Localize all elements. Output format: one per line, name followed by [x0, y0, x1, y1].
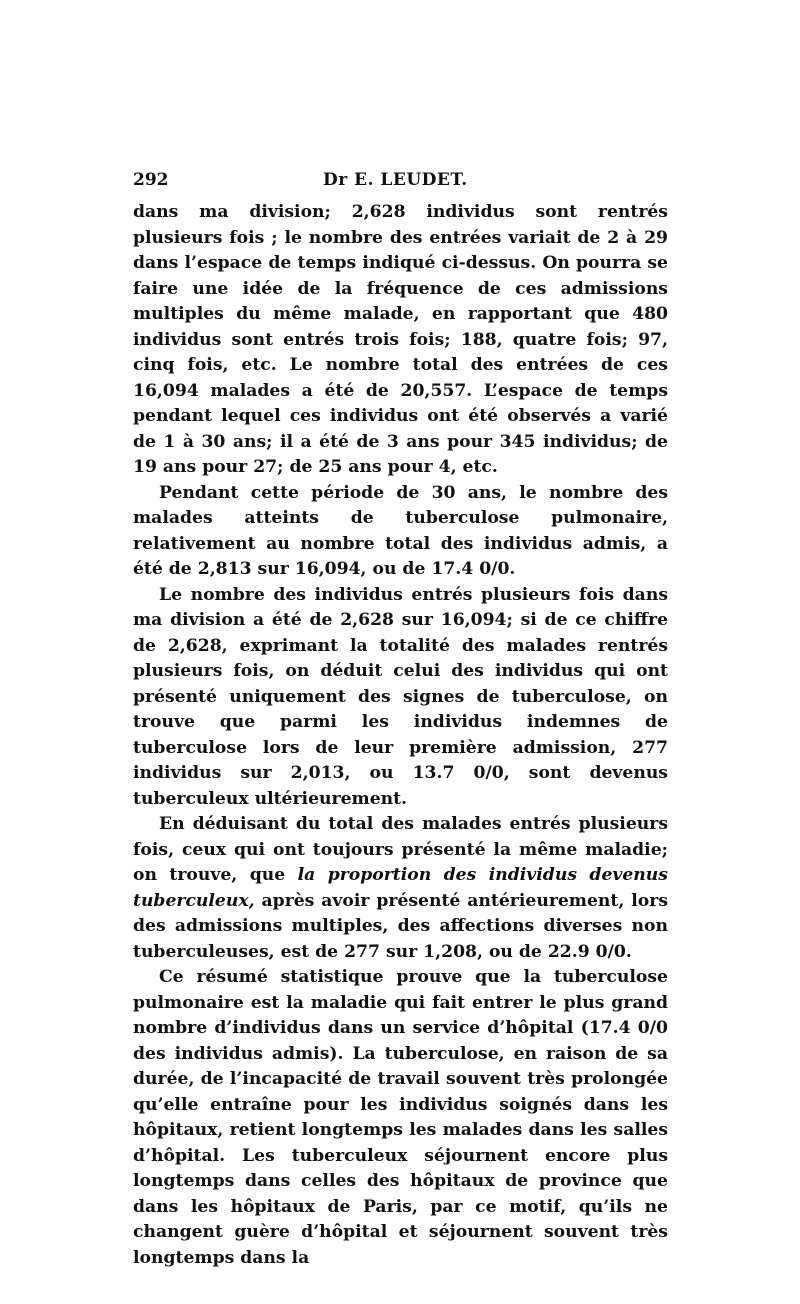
paragraph-text: après avoir présenté antérieurement, lors des admissions multiples, des affections diverses non tuberculeuses, est de 277 sur 1,208, ou de 22.9 0/0.: [133, 890, 668, 962]
emphasized-text: la proportion des individus devenus tuberculeux,: [133, 865, 668, 911]
paragraph: Le nombre des individus entrés plusieurs fois dans ma division a été de 2,628 sur 16,094; si de ce chiffre de 2,628, exprimant la totalité des malades rentrés plusieurs fois, on déduit celui des individus qui ont présenté uniquement des signes de tuberculose, on trouve que parmi les individus indemnes de tuberculose lors de leur première admission, 277 individus sur 2,013, ou 13.7 0/0, sont devenus tuberculeux ultérieurement.: [133, 584, 668, 809]
body-text: [133, 200, 668, 1271]
paragraph-continuation: dans ma division; 2,628 individus sont rentrés plusieurs fois ; le nombre des entrées variait de 2 à 29 dans l’espace de temps indiqué ci-dessus. On pourra se faire une idée de la fréquence de ces admissions multiples du même malade, en rapportant que 480 individus sont entrés trois fois; 188, quatre fois; 97, cinq fois, etc. Le nombre total des entrées de ces 16,094 malades a été de 20,557. L’espace de temps pendant lequel ces individus ont été observés a varié de 1 à 30 ans; il a été de 3 ans pour 345 individus; de 19 ans pour 27; de 25 ans pour 4, etc.: [133, 202, 668, 477]
book-page: [133, 170, 668, 1271]
page-number: 292: [133, 170, 169, 190]
running-head: [133, 170, 668, 200]
paragraph-with-emphasis: [133, 812, 668, 965]
paragraph: Pendant cette période de 30 ans, le nombre des malades atteints de tuberculose pulmonaire, relativement au nombre total des individus admis, a été de 2,813 sur 16,094, ou de 17.4 0/0.: [133, 482, 668, 579]
running-title: Dr E. LEUDET.: [323, 170, 468, 190]
paragraph: Ce résumé statistique prouve que la tuberculose pulmonaire est la maladie qui fait entrer le plus grand nombre d’individus dans un service d’hôpital (17.4 0/0 des individus admis). La tuberculose, en raison de sa durée, de l’incapacité de travail souvent très prolongée qu’elle entraîne pour les individus soignés dans les hôpitaux, retient longtemps les malades dans les salles d’hôpital. Les tuberculeux séjournent encore plus longtemps dans celles des hôpitaux de province que dans les hôpitaux de Paris, par ce motif, qu’ils ne changent guère d’hôpital et séjournent souvent très longtemps dans la: [133, 967, 668, 1268]
paragraph-text: En déduisant du total des malades entrés plusieurs fois, ceux qui ont toujours présenté la même maladie; on trouve, que: [133, 814, 668, 885]
